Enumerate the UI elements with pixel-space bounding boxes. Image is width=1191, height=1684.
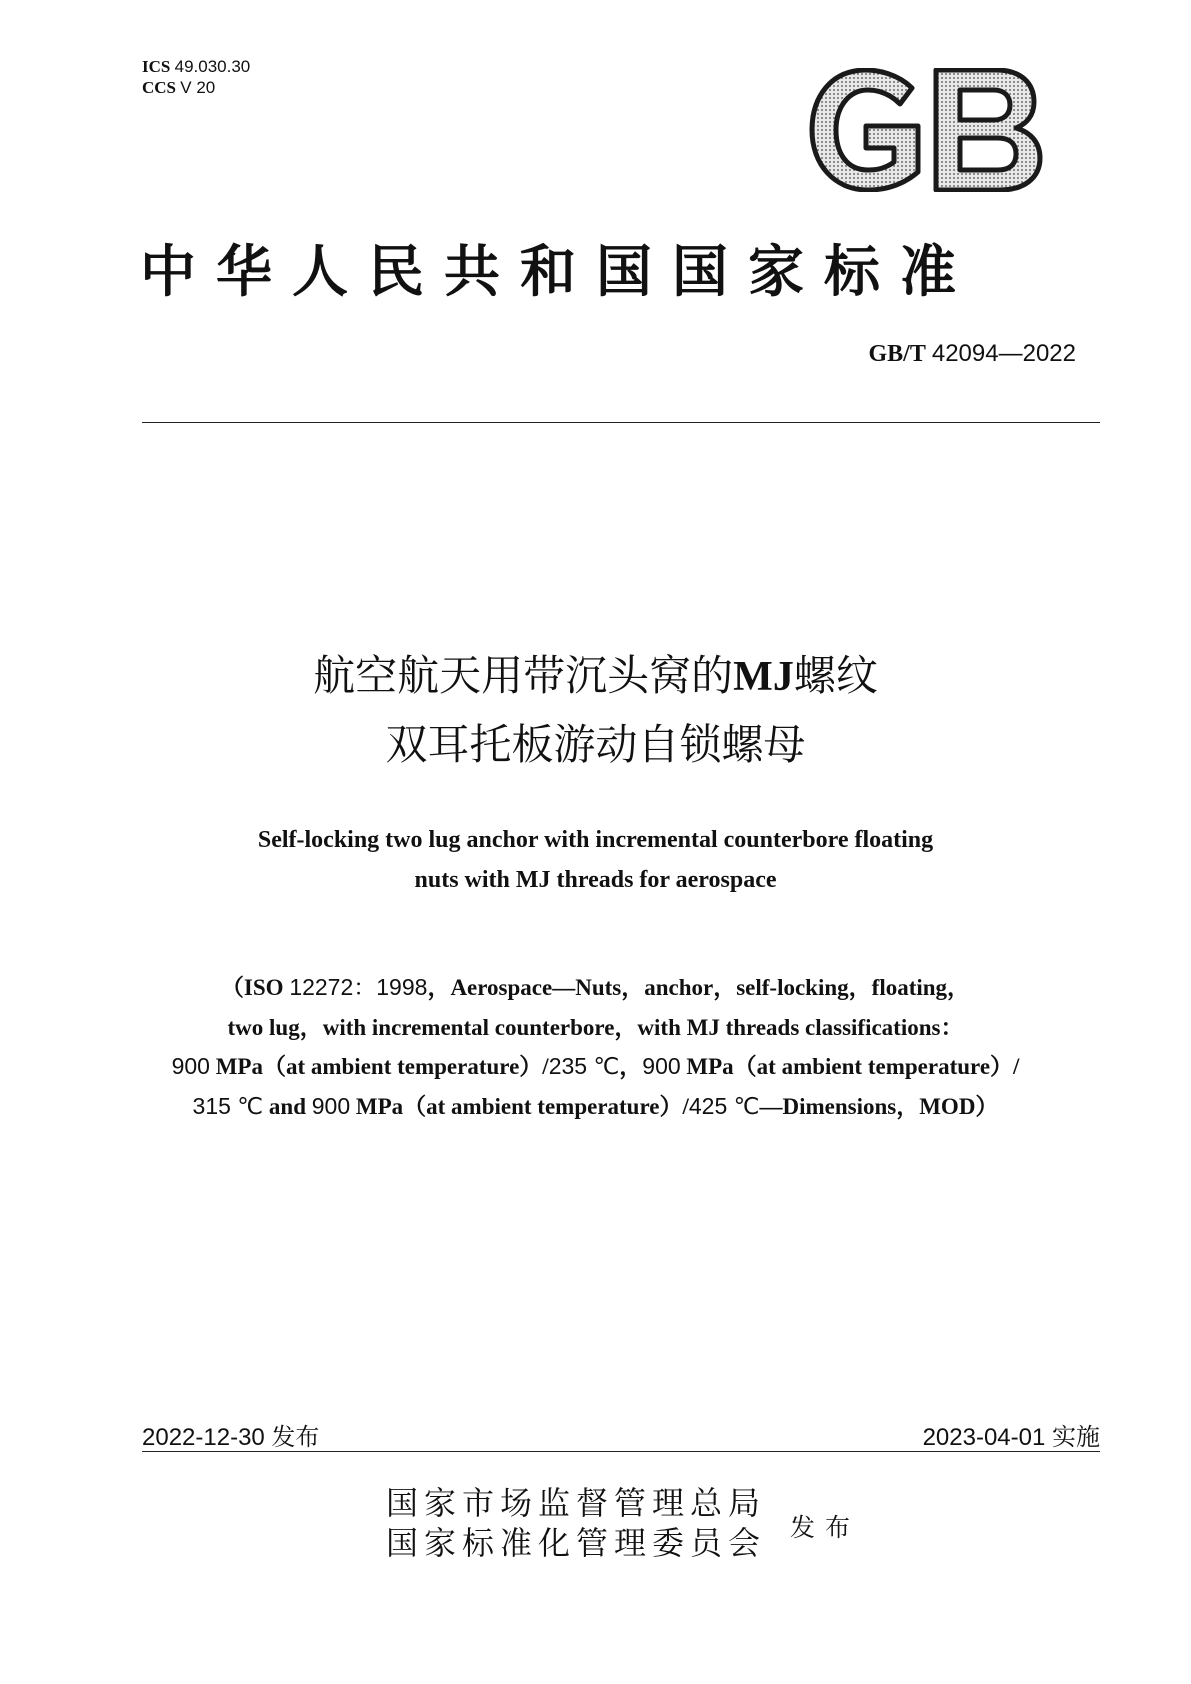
ics-code: 49.030.30	[174, 57, 251, 76]
standard-number-prefix: GB/T	[868, 341, 926, 367]
chinese-title-line-1-part-2: 螺纹	[793, 651, 878, 700]
ccs-line	[142, 77, 250, 98]
iso-reference-line-4	[0, 1087, 1191, 1127]
ccs-code: V 20	[180, 78, 216, 97]
ics-label: ICS	[142, 57, 171, 76]
iso-ref-text: ，	[619, 1054, 643, 1079]
english-title-line-2: nuts with MJ threads for aerospace	[414, 867, 777, 893]
standard-number-value: 42094—2022	[931, 340, 1076, 367]
chinese-title-line-1-part-1: 航空航天用带沉头窝的	[313, 651, 734, 700]
chinese-title	[0, 642, 1191, 779]
iso-ref-number: 235 ℃	[548, 1053, 620, 1079]
iso-ref-text: and	[268, 1093, 306, 1119]
iso-ref-text: ，Aerospace—Nuts，anchor，self-locking，floating，	[427, 975, 971, 1000]
chinese-title-line-2: 双耳托板游动自锁螺母	[385, 720, 806, 769]
english-title	[0, 820, 1191, 900]
implementation-date: 2023-04-01 实施	[922, 1424, 1100, 1451]
issuing-authorities	[386, 1483, 766, 1563]
iso-ref-text: —Dimensions，MOD）	[759, 1093, 999, 1119]
ccs-label: CCS	[142, 78, 177, 97]
iso-ref-text: MPa（at ambient temperature）/	[686, 1054, 1020, 1079]
chinese-title-mj: MJ	[733, 654, 794, 700]
english-title-line-1: Self-locking two lug anchor with incremental counterbore floating	[257, 827, 934, 853]
iso-ref-text: MPa（at ambient temperature）/	[355, 1093, 689, 1119]
iso-ref-number: 900	[171, 1053, 210, 1079]
iso-reference-line-2: two lug，with incremental counterbore，with MJ threads classifications：	[227, 1014, 964, 1040]
iso-reference-line-1	[0, 968, 1191, 1008]
iso-ref-number: 315 ℃	[192, 1092, 264, 1119]
iso-reference-line-3	[0, 1047, 1191, 1087]
standard-number	[869, 340, 1077, 368]
iso-ref-number: 900	[642, 1053, 681, 1079]
iso-ref-text: MPa（at ambient temperature）/	[215, 1054, 549, 1079]
issuer-sac: 国家标准化管理委员会	[386, 1524, 767, 1562]
iso-ref-text: （ISO	[220, 975, 284, 1000]
iso-ref-number: 900	[311, 1092, 351, 1119]
classification-codes	[142, 56, 250, 98]
header-divider	[142, 422, 1100, 423]
ics-line	[142, 56, 250, 77]
standard-title: 中华人民共和国国家标准	[140, 239, 976, 305]
issue-label: 发布	[790, 1513, 861, 1542]
gb-logo	[808, 68, 1044, 192]
iso-ref-number: 12272：1998	[289, 974, 428, 1000]
footer-divider	[142, 1451, 1100, 1452]
issuer-samr: 国家市场监督管理总局	[386, 1484, 767, 1522]
chinese-title-line-1	[0, 642, 1191, 711]
issue-date: 2022-12-30 发布	[142, 1424, 320, 1451]
iso-ref-number: 425 ℃	[688, 1092, 760, 1119]
iso-reference	[0, 968, 1191, 1126]
